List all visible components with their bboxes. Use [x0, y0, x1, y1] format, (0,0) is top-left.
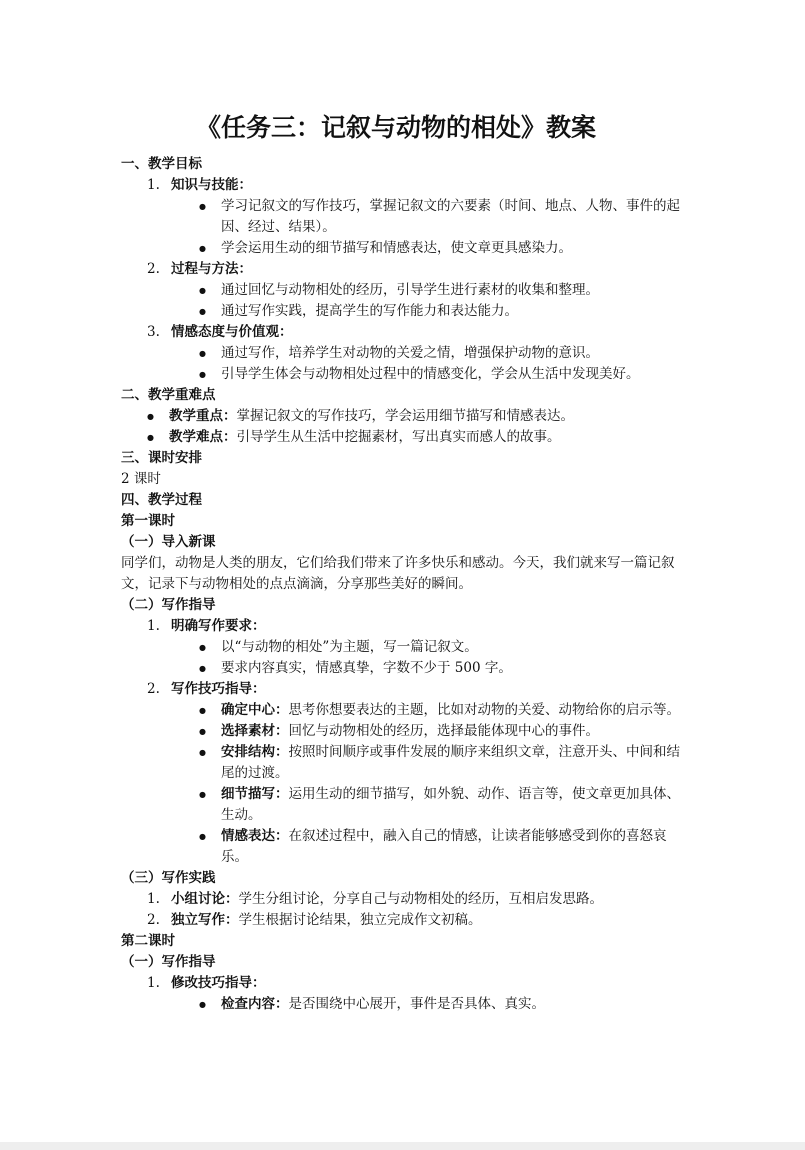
page-title: 《任务三：记叙与动物的相处》教案 [195, 113, 596, 142]
bullet-item: ● 情感表达：在叙述过程中，融入自己的情感，让读者能够感受到你的喜怒哀乐。 [121, 826, 691, 868]
numbered-item: 3. 情感态度与价值观： [147, 324, 293, 340]
numbered-item: 2. 过程与方法： [147, 261, 252, 277]
lesson-heading: 第二课时 [121, 933, 175, 949]
bullet-item: ● 通过写作实践，提高学生的写作能力和表达能力。 [121, 301, 691, 322]
section-heading: 四、教学过程 [121, 492, 202, 508]
subsection-heading: （三）写作实践 [121, 870, 216, 886]
numbered-item: 2. 独立写作：学生根据讨论结果，独立完成作文初稿。 [147, 912, 482, 928]
numbered-item: 1. 知识与技能： [147, 177, 252, 193]
paragraph: 同学们，动物是人类的朋友，它们给我们带来了许多快乐和感动。今天，我们就来写一篇记叙文，记录下与动物相处的点点滴滴，分享那些美好的瞬间。 [121, 555, 675, 592]
bullet-item: ● 通过写作，培养学生对动物的关爱之情，增强保护动物的意识。 [121, 343, 691, 364]
subsection-heading: （一）导入新课 [121, 534, 216, 550]
document-body [121, 108, 691, 1015]
section-heading: 三、课时安排 [121, 450, 202, 466]
bullet-item: ● 教学难点：引导学生从生活中挖掘素材，写出真实而感人的故事。 [121, 427, 691, 448]
section-heading: 二、教学重难点 [121, 387, 216, 403]
subsection-heading: （一）写作指导 [121, 954, 216, 970]
numbered-item: 1. 修改技巧指导： [147, 975, 266, 991]
bullet-item: ● 确定中心：思考你想要表达的主题，比如对动物的关爱、动物给你的启示等。 [121, 700, 691, 721]
paragraph: 2 课时 [121, 471, 161, 487]
lesson-heading: 第一课时 [121, 513, 175, 529]
bullet-item: ● 细节描写：运用生动的细节描写，如外貌、动作、语言等，使文章更加具体、生动。 [121, 784, 691, 826]
numbered-item: 1. 明确写作要求： [147, 618, 266, 634]
bullet-item: ● 要求内容真实，情感真挚，字数不少于 500 字。 [121, 658, 691, 679]
section-heading: 一、教学目标 [121, 156, 202, 172]
bullet-item: ● 以“与动物的相处”为主题，写一篇记叙文。 [121, 637, 691, 658]
bullet-item: ● 学会运用生动的细节描写和情感表达，使文章更具感染力。 [121, 238, 691, 259]
numbered-item: 1. 小组讨论：学生分组讨论，分享自己与动物相处的经历，互相启发思路。 [147, 891, 603, 907]
bullet-item: ● 检查内容：是否围绕中心展开，事件是否具体、真实。 [121, 994, 691, 1015]
numbered-item: 2. 写作技巧指导： [147, 681, 266, 697]
bullet-item: ● 教学重点：掌握记叙文的写作技巧，学会运用细节描写和情感表达。 [121, 406, 691, 427]
bullet-item: ● 安排结构：按照时间顺序或事件发展的顺序来组织文章，注意开头、中间和结尾的过渡。 [121, 742, 691, 784]
bullet-item: ● 选择素材：回忆与动物相处的经历，选择最能体现中心的事件。 [121, 721, 691, 742]
bullet-item: ● 引导学生体会与动物相处过程中的情感变化，学会从生活中发现美好。 [121, 364, 691, 385]
bullet-item: ● 通过回忆与动物相处的经历，引导学生进行素材的收集和整理。 [121, 280, 691, 301]
page-bottom-edge [0, 1142, 805, 1150]
subsection-heading: （二）写作指导 [121, 597, 216, 613]
bullet-item: ● 学习记叙文的写作技巧，掌握记叙文的六要素（时间、地点、人物、事件的起因、经过、结果）。 [121, 196, 691, 238]
